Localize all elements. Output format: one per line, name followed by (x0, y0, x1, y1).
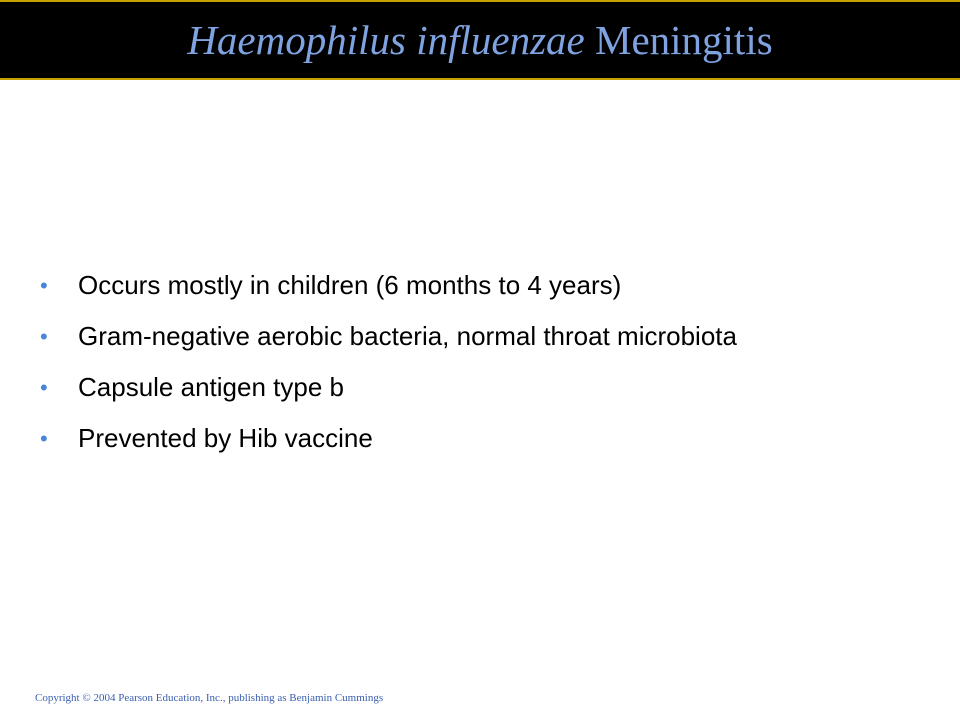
bullet-text: Occurs mostly in children (6 months to 4 years) (78, 270, 622, 300)
bullet-list (40, 270, 820, 474)
bullet-item (40, 270, 820, 301)
bullet-dot-icon: • (40, 324, 48, 349)
copyright-notice: Copyright © 2004 Pearson Education, Inc., publishing as Benjamin Cummings (35, 692, 384, 704)
bullet-dot-icon: • (40, 375, 48, 400)
bullet-item (40, 372, 820, 403)
bullet-dot-icon: • (40, 426, 48, 451)
bullet-item (40, 423, 820, 454)
slide-title (0, 0, 960, 80)
bullet-text: Capsule antigen type b (78, 372, 344, 402)
title-disease-name: Meningitis (584, 17, 773, 63)
bullet-text: Prevented by Hib vaccine (78, 423, 373, 453)
bullet-dot-icon: • (40, 273, 48, 298)
bullet-text: Gram-negative aerobic bacteria, normal throat microbiota (78, 321, 737, 351)
bullet-item (40, 321, 820, 352)
title-species-name: Haemophilus influenzae (187, 17, 585, 63)
